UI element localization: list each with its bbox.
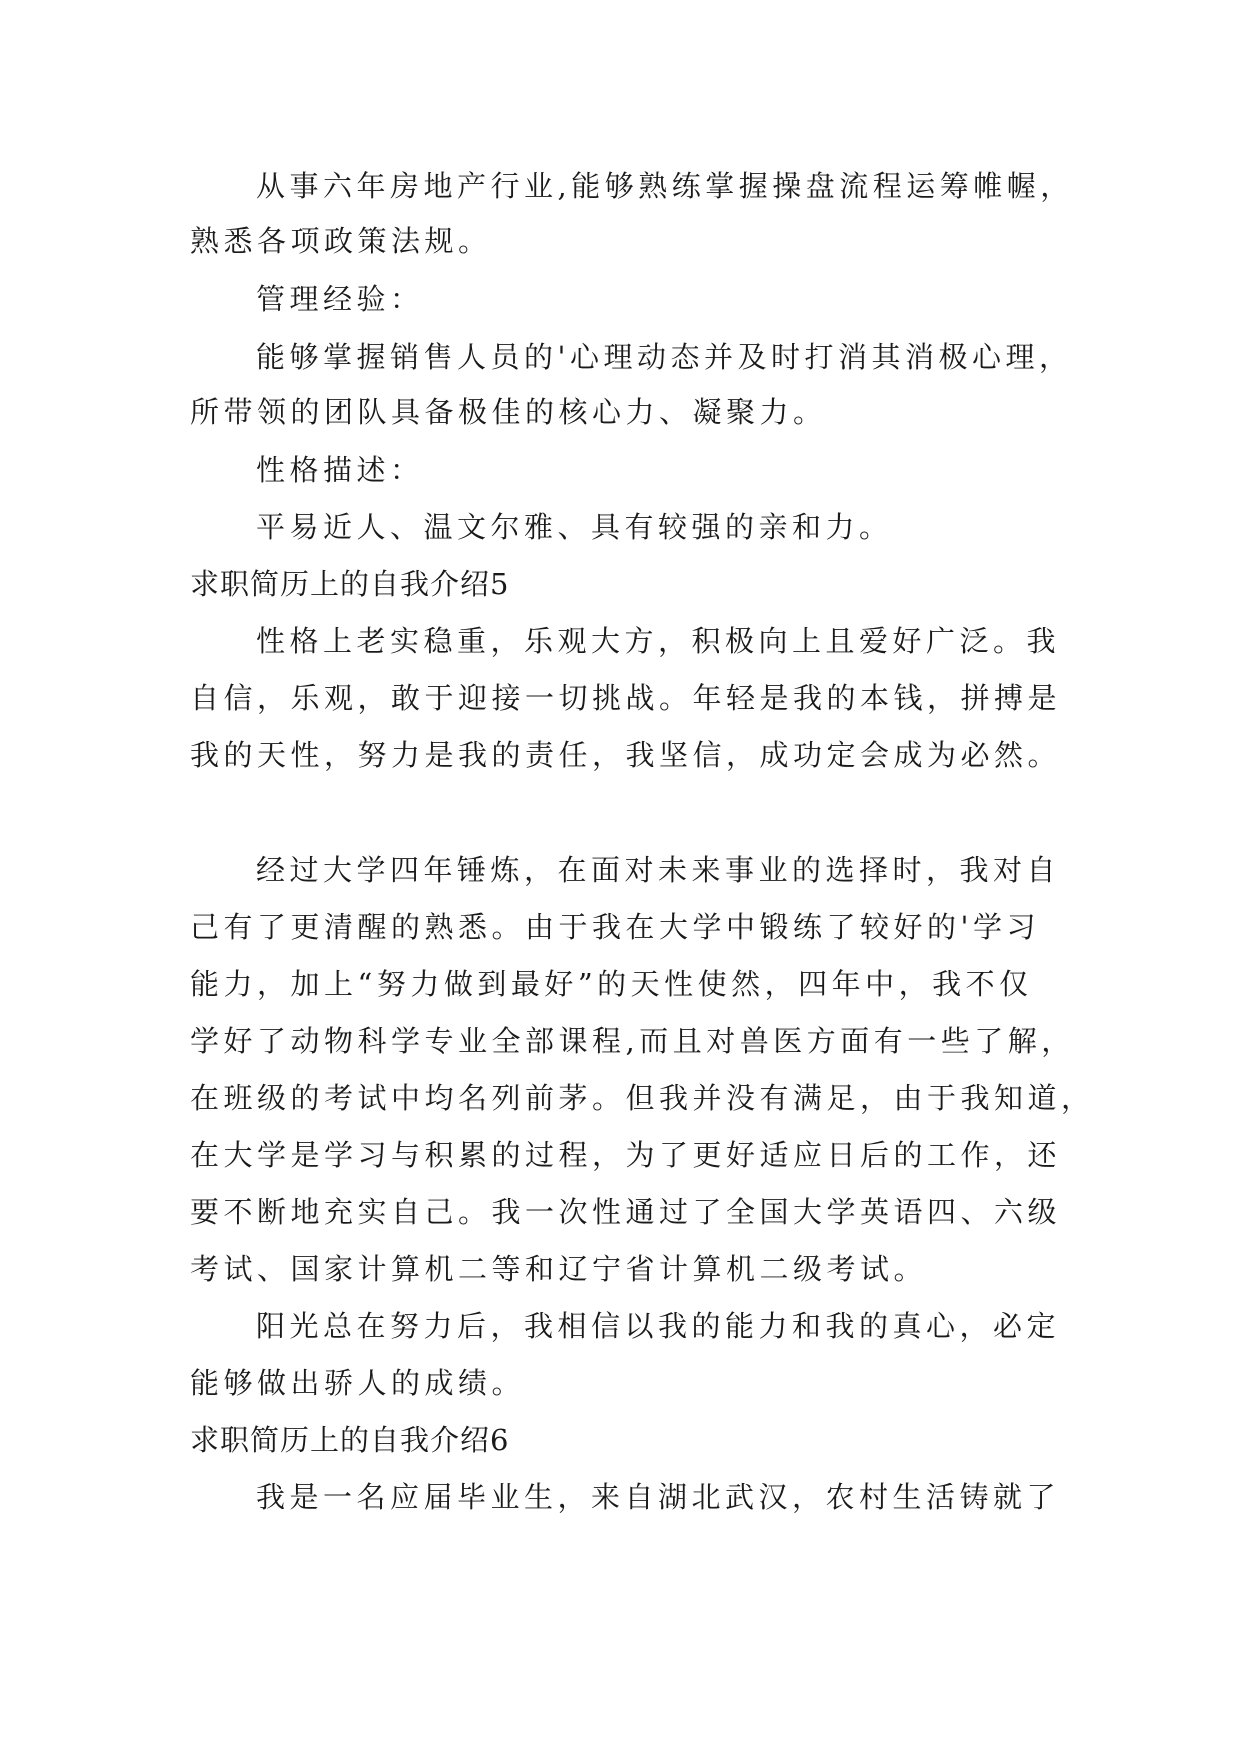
paragraph-line: 要不断地充实自己。我一次性通过了全国大学英语四、六级 xyxy=(190,1195,1062,1229)
paragraph-line: 在大学是学习与积累的过程，为了更好适应日后的工作，还 xyxy=(190,1138,1062,1172)
paragraph-line: 经过大学四年锤炼，在面对未来事业的选择时，我对自 xyxy=(256,853,1061,887)
section-heading-5: 求职简历上的自我介绍5 xyxy=(190,567,510,601)
paragraph-line: 熟悉各项政策法规。 xyxy=(190,224,492,258)
paragraph-line: 性格上老实稳重，乐观大方，积极向上且爱好广泛。我 xyxy=(256,624,1061,658)
paragraph-line: 己有了更清醒的熟悉。由于我在大学中锻练了较好的'学习 xyxy=(190,910,1040,944)
paragraph-line: 我的天性，努力是我的责任，我坚信，成功定会成为必然。 xyxy=(190,738,1062,772)
paragraph-line: 所带领的团队具备极佳的核心力、凝聚力。 xyxy=(190,395,827,429)
paragraph-line: 能够掌握销售人员的'心理动态并及时打消其消极心理， xyxy=(256,340,1073,374)
paragraph-line: 从事六年房地产行业,能够熟练掌握操盘流程运筹帷幄， xyxy=(256,169,1074,203)
paragraph-line: 学好了动物科学专业全部课程,而且对兽医方面有一些了解， xyxy=(190,1024,1075,1058)
paragraph-line: 能够做出骄人的成绩。 xyxy=(190,1366,526,1400)
section-heading-6: 求职简历上的自我介绍6 xyxy=(190,1423,510,1457)
paragraph-line: 阳光总在努力后，我相信以我的能力和我的真心，必定 xyxy=(256,1309,1061,1343)
paragraph-line: 自信，乐观，敢于迎接一切挑战。年轻是我的本钱，拼搏是 xyxy=(190,681,1062,715)
section-label-personality: 性格描述： xyxy=(256,453,424,487)
paragraph-line: 能力，加上“努力做到最好”的天性使然，四年中，我不仅 xyxy=(190,967,1033,1001)
paragraph-line: 我是一名应届毕业生，来自湖北武汉，农村生活铸就了 xyxy=(256,1480,1061,1514)
section-label-management: 管理经验： xyxy=(256,282,424,316)
paragraph-line: 在班级的考试中均名列前茅。但我并没有满足，由于我知道， xyxy=(190,1081,1095,1115)
paragraph-line: 平易近人、温文尔雅、具有较强的亲和力。 xyxy=(256,510,893,544)
paragraph-line: 考试、国家计算机二等和辽宁省计算机二级考试。 xyxy=(190,1252,928,1286)
